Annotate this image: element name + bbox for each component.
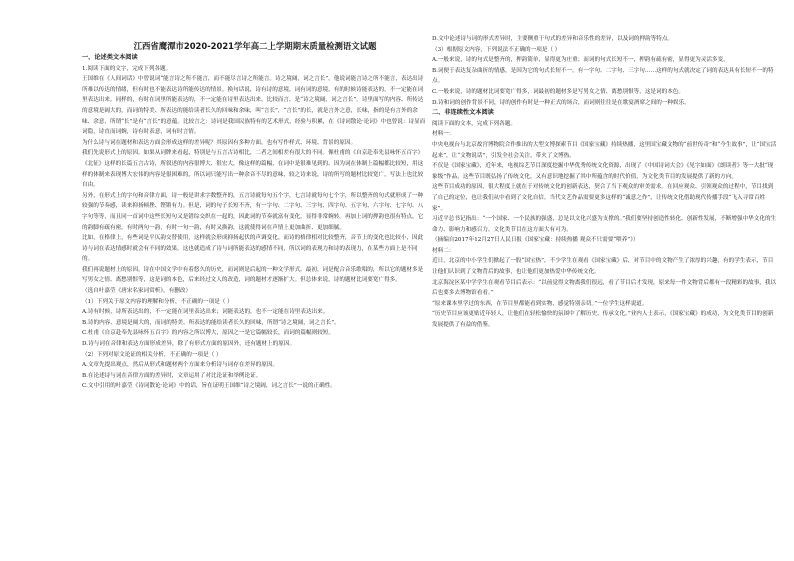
paragraph: （3）根据原文内容，下列说法不正确的一项是（ ）	[432, 46, 561, 53]
left-column	[82, 36, 428, 392]
paragraph: B.词便于表达复杂曲折的情感，是因为它的句式长短不一，有一字句、二字句、三字句……这样的句式就决定了词的表达具有长短不一的特点。	[432, 67, 774, 85]
paragraph: D.文中论述诗与词的形式差异时，主要侧重于句式的差异和音乐性的差异，以及词的押韵等特点。	[432, 36, 674, 42]
paragraph: “历史节目应该更贴近年轻人，让他们在轻松愉快的氛围中了解历史、传承文化。”业内人士表示，《国家宝藏》的成功，为文化类节目的创新发展提供了有益的借鉴。	[432, 311, 774, 329]
paragraph: （1）下列关于原文内容的理解和分析，不正确的一项是（ ）	[82, 298, 233, 305]
paragraph: C.文中引用的叶嘉莹《诗词散论·论词》中的话，旨在证明王国维“诗之境阔，词之言长”一说的正确性。	[82, 383, 336, 390]
paragraph: D.诗和词的创作背景不同，诗的创作有时是一种正式的场合，而词则往往是在歌宴酒席之间的一种娱乐。	[432, 99, 690, 106]
paragraph: 另外，在形式上的字句和音律方面，诗一般是讲求字数整齐的，五言诗就每句五个字，七言诗就每句七个字，所以整齐的句式就形成了一种较强的节奏感，读来抑扬顿挫、铿锵有力。但是，词的句子长短不齐，有一字句、二字句、三字句、四字句、五字句、六字句、七字句、八字句等等，而且同一首词中这些长短句又是错综交织在一起的，因此词的节奏就富有变化，显得非常婉转。再加上词的押韵也很有特点，它的韵脚有疏有密，有时两句一韵，有时一句一韵，有时又换韵，这就使得词在声情上更加曲折、更加细腻。	[82, 192, 424, 231]
paragraph: A.文章先提出观点，然后从形式和题材两个方面来分析诗与词存在差异的原因。	[82, 362, 279, 369]
paragraph: “原来课本里学过的东西，在节目里都能看到实物，感觉特别亲切。”一位学生这样说道。	[432, 300, 648, 307]
paragraph: C.杜甫《自京赴奉先县咏怀五百字》的内容之所以博大，原因之一是它篇幅较长，而词的篇幅则较短。	[82, 330, 334, 337]
paragraph: 近日，北京的中小学生们掀起了一股“国宝热”，不少学生在观看《国家宝藏》后，对节目中的文物产生了浓厚的兴趣，有的学生表示，节目让他们认识到了文物背后的故事，也让他们更加热爱中华传统文化。	[432, 258, 774, 276]
paragraph: 中央电视台与北京故宫博物院合作推出的大型文博探索节目《国家宝藏》持续热播，这里国宝藏文物的“前世传奇”和“今生故事”，让“国宝活起来”，让“文物说话”，引发全社会关注，带火了文博热。	[432, 141, 777, 159]
paragraph: （摘编自2017年12月27日人民日报《国家宝藏：持续热播 观众不只需要“喂养”》）	[432, 237, 639, 244]
paragraph: （2）下列对原文论证的相关分析，不正确的一项是（ ）	[82, 351, 222, 358]
paragraph: 材料一：	[432, 131, 455, 138]
paragraph: 材料二：	[432, 247, 455, 254]
section-heading: 一、论述类文本阅读	[82, 54, 138, 61]
paragraph: 为什么诗与词在题材和表达方面会形成这样的差异呢？其原因有多种方面，也有写作样式、环境、背景的原因。	[82, 139, 357, 146]
paragraph: B.诗的内容、意境是阔大的，而词的特美、所表达的能给读者长久的回味，所谓“诗之境阔，词之言长”。	[82, 319, 340, 326]
paragraph: 阅读下面的文本，完成下列各题。	[432, 120, 516, 127]
document-title: 江西省鹰潭市2020-2021学年高二上学期期末质量检测语文试题	[133, 41, 377, 51]
section-heading: 二、非连续性文本阅读	[432, 109, 494, 117]
paragraph: 1.阅读下面的文字，完成下列各题。	[82, 65, 172, 72]
paragraph: C.一般来说，诗的题材比词要宽广得多，词最初的题材多是写男女之情、离愁别恨等，这是词的本色。	[432, 88, 684, 95]
paragraph: 不仅是《国家宝藏》，近年来，电视综艺节目深度挖掘中华优秀传统文化资源，出现了《中国诗词大会》《见字如面》《朗读者》等一大批“现象级”作品，这些节目既弘扬了传统文化，又有意识地挖掘了其中所蕴含的时代价值，为文化类节目的发展提供了新的方向。	[432, 163, 774, 180]
paragraph: 这些节目成功的原因，很大程度上就在于对传统文化的创新表达，契合了当下观众的审美需求。在回应观众、引领观众的过程中，节目找到了自己的定位，也让我们从中看到了文化自信。当代文艺作品需要更多这样的“诚意之作”，让传统文化借助现代传播手段“飞入寻常百姓家”。	[432, 184, 774, 212]
right-column	[432, 34, 778, 331]
paragraph: 比如，在格律上，有些词是平仄韵交替使用，这样就会形成抑扬起伏的声调变化。而诗的格律相对比较整齐，音节上的变化也比较小，因此诗与词在表达情感时就会有不同的效果。这也就造成了诗与词所能表达的感情不同，所以词的表现力和诗的表现力，在某些方面上是不同的。	[82, 235, 424, 263]
paragraph: B.在论述诗与词在音律方面的差异时，文章运用了对比论证和举例论证。	[82, 372, 262, 379]
paragraph: （选自叶嘉莹《唐宋名家词赏析》，有删改）	[82, 288, 192, 295]
paragraph: 习近平总书记指出：“一个国家、一个民族的强盛，总是以文化兴盛为支撑的。”我们要坚持创造性转化、创新性发展，不断增强中华文化的生命力、影响力和感召力。文化类节目在这方面大有可为。	[432, 216, 777, 233]
paragraph: D.诗与词在音律和表达方面形成差异，除了有形式方面的原因外，还有题材上的原因。	[82, 341, 296, 348]
paragraph: 王国维在《人间词话》中曾说词“能言诗之所不能言，而不能尽言诗之所能言。诗之境阔，词之言长”。他说词能言诗之所不能言，表达出诗所难以传达的情绪，但有时也不能表达诗所能传达的情景。换句话说，诗有诗的意境，词有词的意境，有的时候诗能表达的，不一定能在词里表达出来。同样的，有时在词里所能表达的，不一定能在诗里表达出来。比较而言，是“诗之境阔，词之言长”。诗里面写的内容、所传达的意境是阔大的，而词的特美、所表达的能给读者长久的回味和余味，叫“言长”，“言长”的长，就是言外之意，长味，指的是有言外的余味、余意，所谓“长”是有“言长”的意蕴。比较言之：诗词是我国民族特有的艺术形式，经验与积累，在《诗词散论·论词》中也曾说：诗显而词隐，诗直而词婉，诗有时表意，词有时言情。	[82, 76, 426, 136]
paragraph: 北京海淀区某中学学生在观看节目后表示：“以前觉得文物离我们很远，看了节目后才发现，原来每一件文物背后都有一段精彩的故事，我以后也要多去博物馆看看。”	[432, 279, 777, 297]
paragraph: 我们再说题材上的原因。诗在中国文学中有着悠久的历史，而词则是后起的一种文学形式。最初，词是配合音乐歌唱的，所以它的题材多是写男女之情、离愁别恨等，这是词的本色，后来经过文人的改造，词的题材才逐渐扩大。但总体来说，诗的题材比词要宽广得多。	[82, 266, 424, 284]
paragraph: 我们先说形式上的原因。如果从词牌来看起，特别是与五言古诗相比，二者之间相差有很大的不同。像杜甫的《自京赴奉先县咏怀五百字》《北征》这样的长篇五言古诗，所叙述的内容很博大、很宏大，像这样的篇幅，在词中是很难见到的。因为词在体制上篇幅都比较短，用这样的体制来表现博大宏伟的内容是很困难的，所以词只能写出一种余音不尽的意味，较之诗来说，诗的所写的题材比较宽广，写法上也比较自由。	[82, 150, 424, 189]
paragraph: A.一般来说，诗的句式是整齐的，押韵简单，显得更为庄重；而词的句式长短不一，押韵有疏有密，显得更为灵活多变。	[432, 57, 729, 64]
paragraph: A.诗有时候，诗所表达出的，不一定能在词里表达出来；词能表达的，也不一定能在诗里表达出来。	[82, 309, 329, 316]
